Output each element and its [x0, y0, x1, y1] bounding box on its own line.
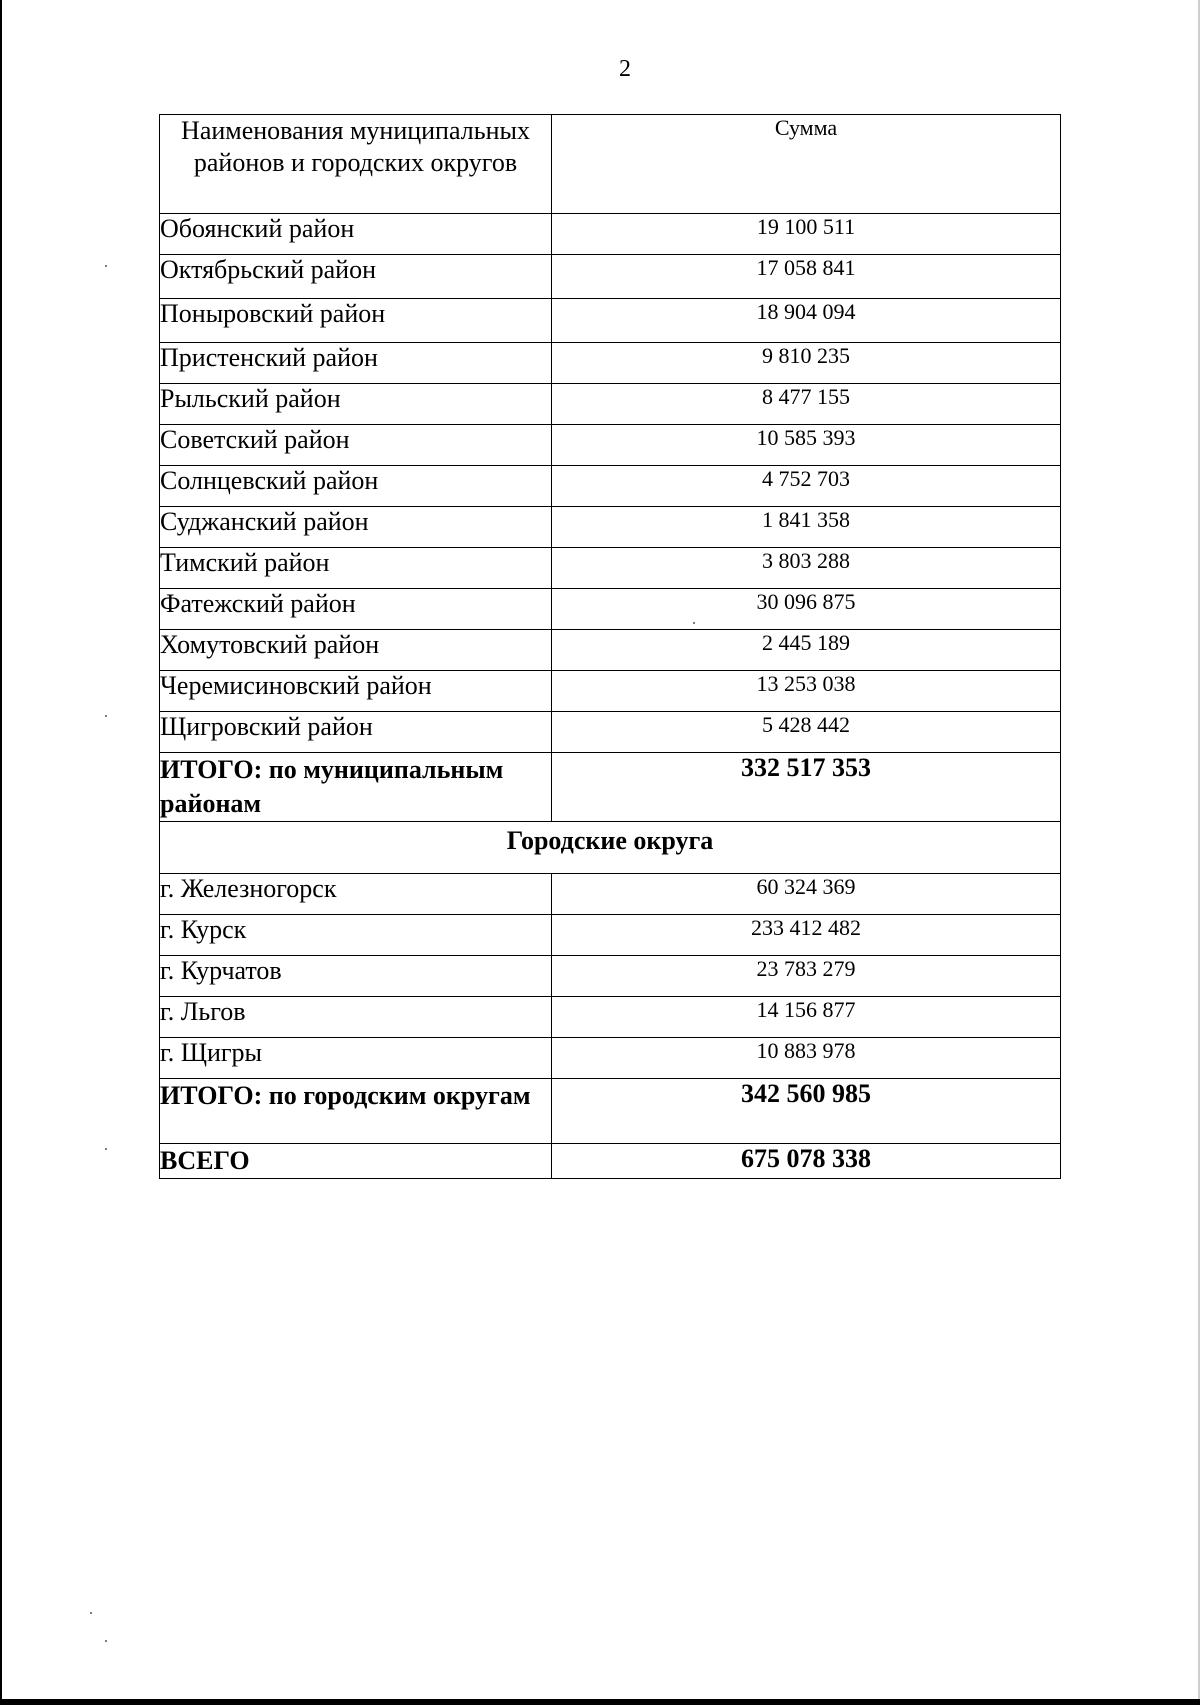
sum-cell: 10 883 978: [552, 1038, 1061, 1079]
name-cell: Тимский район: [160, 548, 552, 589]
scan-edge-bottom: [0, 1699, 1200, 1705]
sum-cell: 17 058 841: [552, 255, 1061, 299]
name-cell: г. Курчатов: [160, 956, 552, 997]
name-cell: г. Щигры: [160, 1038, 552, 1079]
table-row: [160, 874, 1061, 915]
table-row: [160, 1038, 1061, 1079]
table-row: [160, 255, 1061, 299]
sum-cell: 1 841 358: [552, 507, 1061, 548]
sum-cell: 10 585 393: [552, 425, 1061, 466]
name-cell: ВСЕГО: [160, 1144, 552, 1179]
name-cell: г. Льгов: [160, 997, 552, 1038]
sum-cell: 675 078 338: [552, 1144, 1061, 1179]
table-row: [160, 712, 1061, 753]
name-cell: Солнцевский район: [160, 466, 552, 507]
scan-speck: [90, 1612, 92, 1614]
name-cell: Рыльский район: [160, 384, 552, 425]
sum-cell: 14 156 877: [552, 997, 1061, 1038]
page-number: 2: [619, 56, 631, 82]
section-title: Городские округа: [160, 822, 1061, 874]
table-row: [160, 425, 1061, 466]
name-cell: Черемисиновский район: [160, 671, 552, 712]
sum-cell: 19 100 511: [552, 214, 1061, 255]
sum-cell: 18 904 094: [552, 299, 1061, 343]
header-name-cell: Наименования муниципальных районов и городских округов: [160, 115, 552, 214]
budget-table: [159, 114, 1061, 1179]
name-cell: Суджанский район: [160, 507, 552, 548]
name-cell: ИТОГО: по муниципальным районам: [160, 753, 552, 822]
scan-speck: [105, 1148, 107, 1150]
table-row: [160, 915, 1061, 956]
scan-speck: [105, 1640, 107, 1642]
name-cell: Хомутовский район: [160, 630, 552, 671]
sum-cell: 5 428 442: [552, 712, 1061, 753]
table-row: [160, 671, 1061, 712]
table-row: [160, 507, 1061, 548]
sum-cell: 30 096 875: [552, 589, 1061, 630]
name-cell: Фатежский район: [160, 589, 552, 630]
scan-speck: [105, 715, 107, 717]
name-cell: ИТОГО: по городским округам: [160, 1079, 552, 1144]
grand-total-row: [160, 1144, 1061, 1179]
sum-cell: 3 803 288: [552, 548, 1061, 589]
name-cell: Пристенский район: [160, 343, 552, 384]
name-cell: Октябрьский район: [160, 255, 552, 299]
table-row: [160, 589, 1061, 630]
sum-cell: 8 477 155: [552, 384, 1061, 425]
name-cell: г. Курск: [160, 915, 552, 956]
table-row: [160, 343, 1061, 384]
table-row: [160, 466, 1061, 507]
table-row: [160, 997, 1061, 1038]
name-cell: г. Железногорск: [160, 874, 552, 915]
header-sum-cell: Сумма: [552, 115, 1061, 214]
name-cell: Поныровский район: [160, 299, 552, 343]
sum-cell: 2 445 189: [552, 630, 1061, 671]
sum-cell: 4 752 703: [552, 466, 1061, 507]
districts-total-row: [160, 753, 1061, 822]
table-row: [160, 630, 1061, 671]
sum-cell: 342 560 985: [552, 1079, 1061, 1144]
name-cell: Советский район: [160, 425, 552, 466]
table-row: [160, 548, 1061, 589]
table-row: [160, 956, 1061, 997]
table-row: [160, 214, 1061, 255]
sum-cell: 13 253 038: [552, 671, 1061, 712]
table-header-row: [160, 115, 1061, 214]
sum-cell: 332 517 353: [552, 753, 1061, 822]
sum-cell: 60 324 369: [552, 874, 1061, 915]
name-cell: Щигровский район: [160, 712, 552, 753]
section-header-row: [160, 822, 1061, 874]
table-row: [160, 384, 1061, 425]
sum-cell: 9 810 235: [552, 343, 1061, 384]
sum-cell: 233 412 482: [552, 915, 1061, 956]
scan-speck: [105, 265, 107, 267]
table-row: [160, 299, 1061, 343]
scan-edge-left: [0, 0, 2, 1705]
sum-cell: 23 783 279: [552, 956, 1061, 997]
name-cell: Обоянский район: [160, 214, 552, 255]
cities-total-row: [160, 1079, 1061, 1144]
